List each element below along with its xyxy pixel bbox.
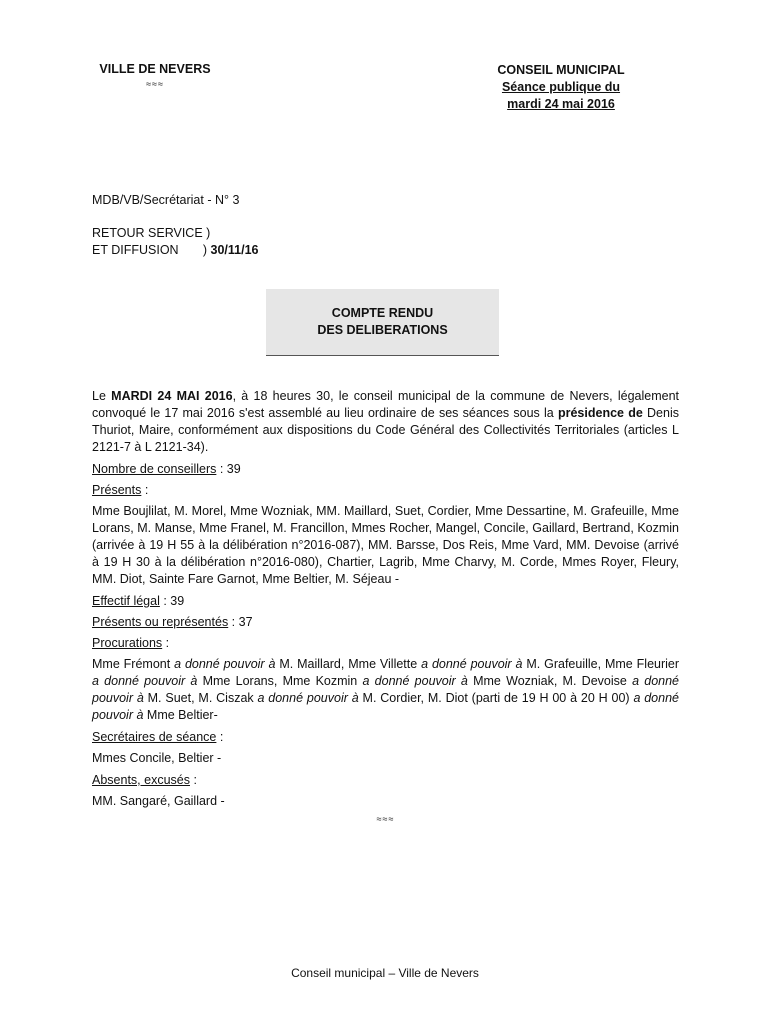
procuration-phrase: a donné pouvoir à xyxy=(92,691,679,722)
intro-text-2: , à 18 heures 30, le conseil municipal de la commune de Nevers, légalement convoqué le 17 mai 2016 s'est assemblé au lieu ordinaire de ses séances sous la xyxy=(92,389,679,420)
retour-date: 30/11/16 xyxy=(210,243,259,257)
presents-rep-value: : 37 xyxy=(228,615,253,629)
intro-text-1: Le xyxy=(92,389,112,403)
ornament-icon: ≈≈≈ xyxy=(146,79,164,89)
procuration-receiver: M. Grafeuille, xyxy=(522,657,605,671)
secretaires-label: Secrétaires de séance xyxy=(92,730,217,744)
presents-suffix: : xyxy=(141,483,149,497)
procuration-receiver: M. Cordier, xyxy=(358,691,428,705)
presents-representes xyxy=(92,614,679,631)
session-date: mardi 24 mai 2016 xyxy=(507,97,615,111)
ornament-icon: ≈≈≈ xyxy=(376,814,395,824)
procurations-label: Procurations xyxy=(92,636,163,650)
retour-label: ET DIFFUSION ) xyxy=(92,243,211,257)
procurations-heading xyxy=(92,635,679,652)
procuration-giver: Mme Kozmin xyxy=(282,674,363,688)
effectif-legal xyxy=(92,593,679,610)
procuration-receiver: M. Maillard, xyxy=(275,657,349,671)
procuration-giver: M. Ciszak xyxy=(198,691,258,705)
council-title: CONSEIL MUNICIPAL xyxy=(497,63,625,77)
procuration-phrase: a donné pouvoir à xyxy=(92,674,680,705)
effectif-label: Effectif légal xyxy=(92,594,160,608)
procuration-receiver: Mme Lorans, xyxy=(197,674,283,688)
secretaires-suffix: : xyxy=(216,730,224,744)
secretaires-value: Mmes Concile, Beltier - xyxy=(92,751,222,765)
procuration-giver: Mme Frémont xyxy=(92,657,175,671)
secretaires-heading xyxy=(92,729,679,746)
retour-block xyxy=(92,225,259,259)
intro-paragraph xyxy=(92,388,679,456)
procuration-phrase: a donné pouvoir à xyxy=(421,657,523,671)
title-line-2: DES DELIBERATIONS xyxy=(317,323,448,337)
absents-suffix: : xyxy=(189,773,197,787)
procuration-phrase: a donné pouvoir à xyxy=(257,691,359,705)
page-footer: Conseil municipal – Ville de Nevers xyxy=(291,966,479,980)
header-right xyxy=(470,62,652,113)
presents-heading xyxy=(92,482,679,499)
title-line-1: COMPTE RENDU xyxy=(331,306,434,320)
retour-line-1: RETOUR SERVICE ) xyxy=(92,226,211,240)
session-subtitle: Séance publique du xyxy=(501,80,621,94)
procuration-receiver: Mme Beltier- xyxy=(143,708,218,722)
header-left xyxy=(95,62,215,89)
procuration-phrase: a donné pouvoir à xyxy=(362,674,468,688)
procuration-giver: M. Diot (parti de 19 H 00 à 20 H 00) xyxy=(427,691,634,705)
retour-line-2 xyxy=(92,242,259,259)
procuration-giver: M. Devoise xyxy=(562,674,633,688)
absents-label: Absents, excusés xyxy=(92,773,190,787)
document-reference: MDB/VB/Secrétariat - N° 3 xyxy=(92,193,240,207)
nombre-label: Nombre de conseillers xyxy=(92,462,217,476)
absents-value: MM. Sangaré, Gaillard - xyxy=(92,794,225,808)
city-name: VILLE DE NEVERS xyxy=(99,62,211,76)
presents-label: Présents xyxy=(92,483,142,497)
presents-list: Mme Boujlilat, M. Morel, Mme Wozniak, MM. Maillard, Suet, Cordier, Mme Dessartine, M. Grafeuille, Mme Lorans, M. Manse, Mme Franel, M. Francillon, Mmes Rocher, Mangel, Concile, Gaillard, Bertrand, Kozmin (arrivée à 19 H 55 à la délibération n°2016-087), MM. Barsse, Dos Reis, Mme Vard, MM. Devoise (arrivé à 19 H 30 à la délibération n°2016-080), Chartier, Lagrib, Mme Charvy, M. Corde, Mmes Royer, Fleury, MM. Diot, Sainte Fare Garnot, Mme Beltier, M. Séjeau - xyxy=(92,504,679,586)
procurations-suffix: : xyxy=(162,636,170,650)
document-body xyxy=(92,388,679,828)
title-box xyxy=(266,289,499,356)
effectif-value: : 39 xyxy=(159,594,185,608)
nombre-conseillers xyxy=(92,461,679,478)
procuration-receiver: M. Suet, xyxy=(143,691,199,705)
procuration-giver: Mme Villette xyxy=(348,657,422,671)
procuration-phrase: a donné pouvoir à xyxy=(92,674,198,688)
absents-heading xyxy=(92,772,679,789)
nombre-value: : 39 xyxy=(216,462,241,476)
procuration-receiver: Mme Wozniak, xyxy=(467,674,563,688)
procurations-list xyxy=(92,656,679,724)
meeting-date: MARDI 24 MAI 2016 xyxy=(111,389,233,403)
presidence-label: présidence de xyxy=(557,406,643,420)
presents-rep-label: Présents ou représentés xyxy=(92,615,229,629)
intro-text-3: Denis Thuriot, Maire, conformément aux dispositions du Code Général des Collectivités Territoriales (articles L 2121-7 à L 2121-34). xyxy=(92,406,679,454)
procuration-giver: Mme Fleurier xyxy=(604,657,680,671)
procuration-phrase: a donné pouvoir à xyxy=(174,657,276,671)
